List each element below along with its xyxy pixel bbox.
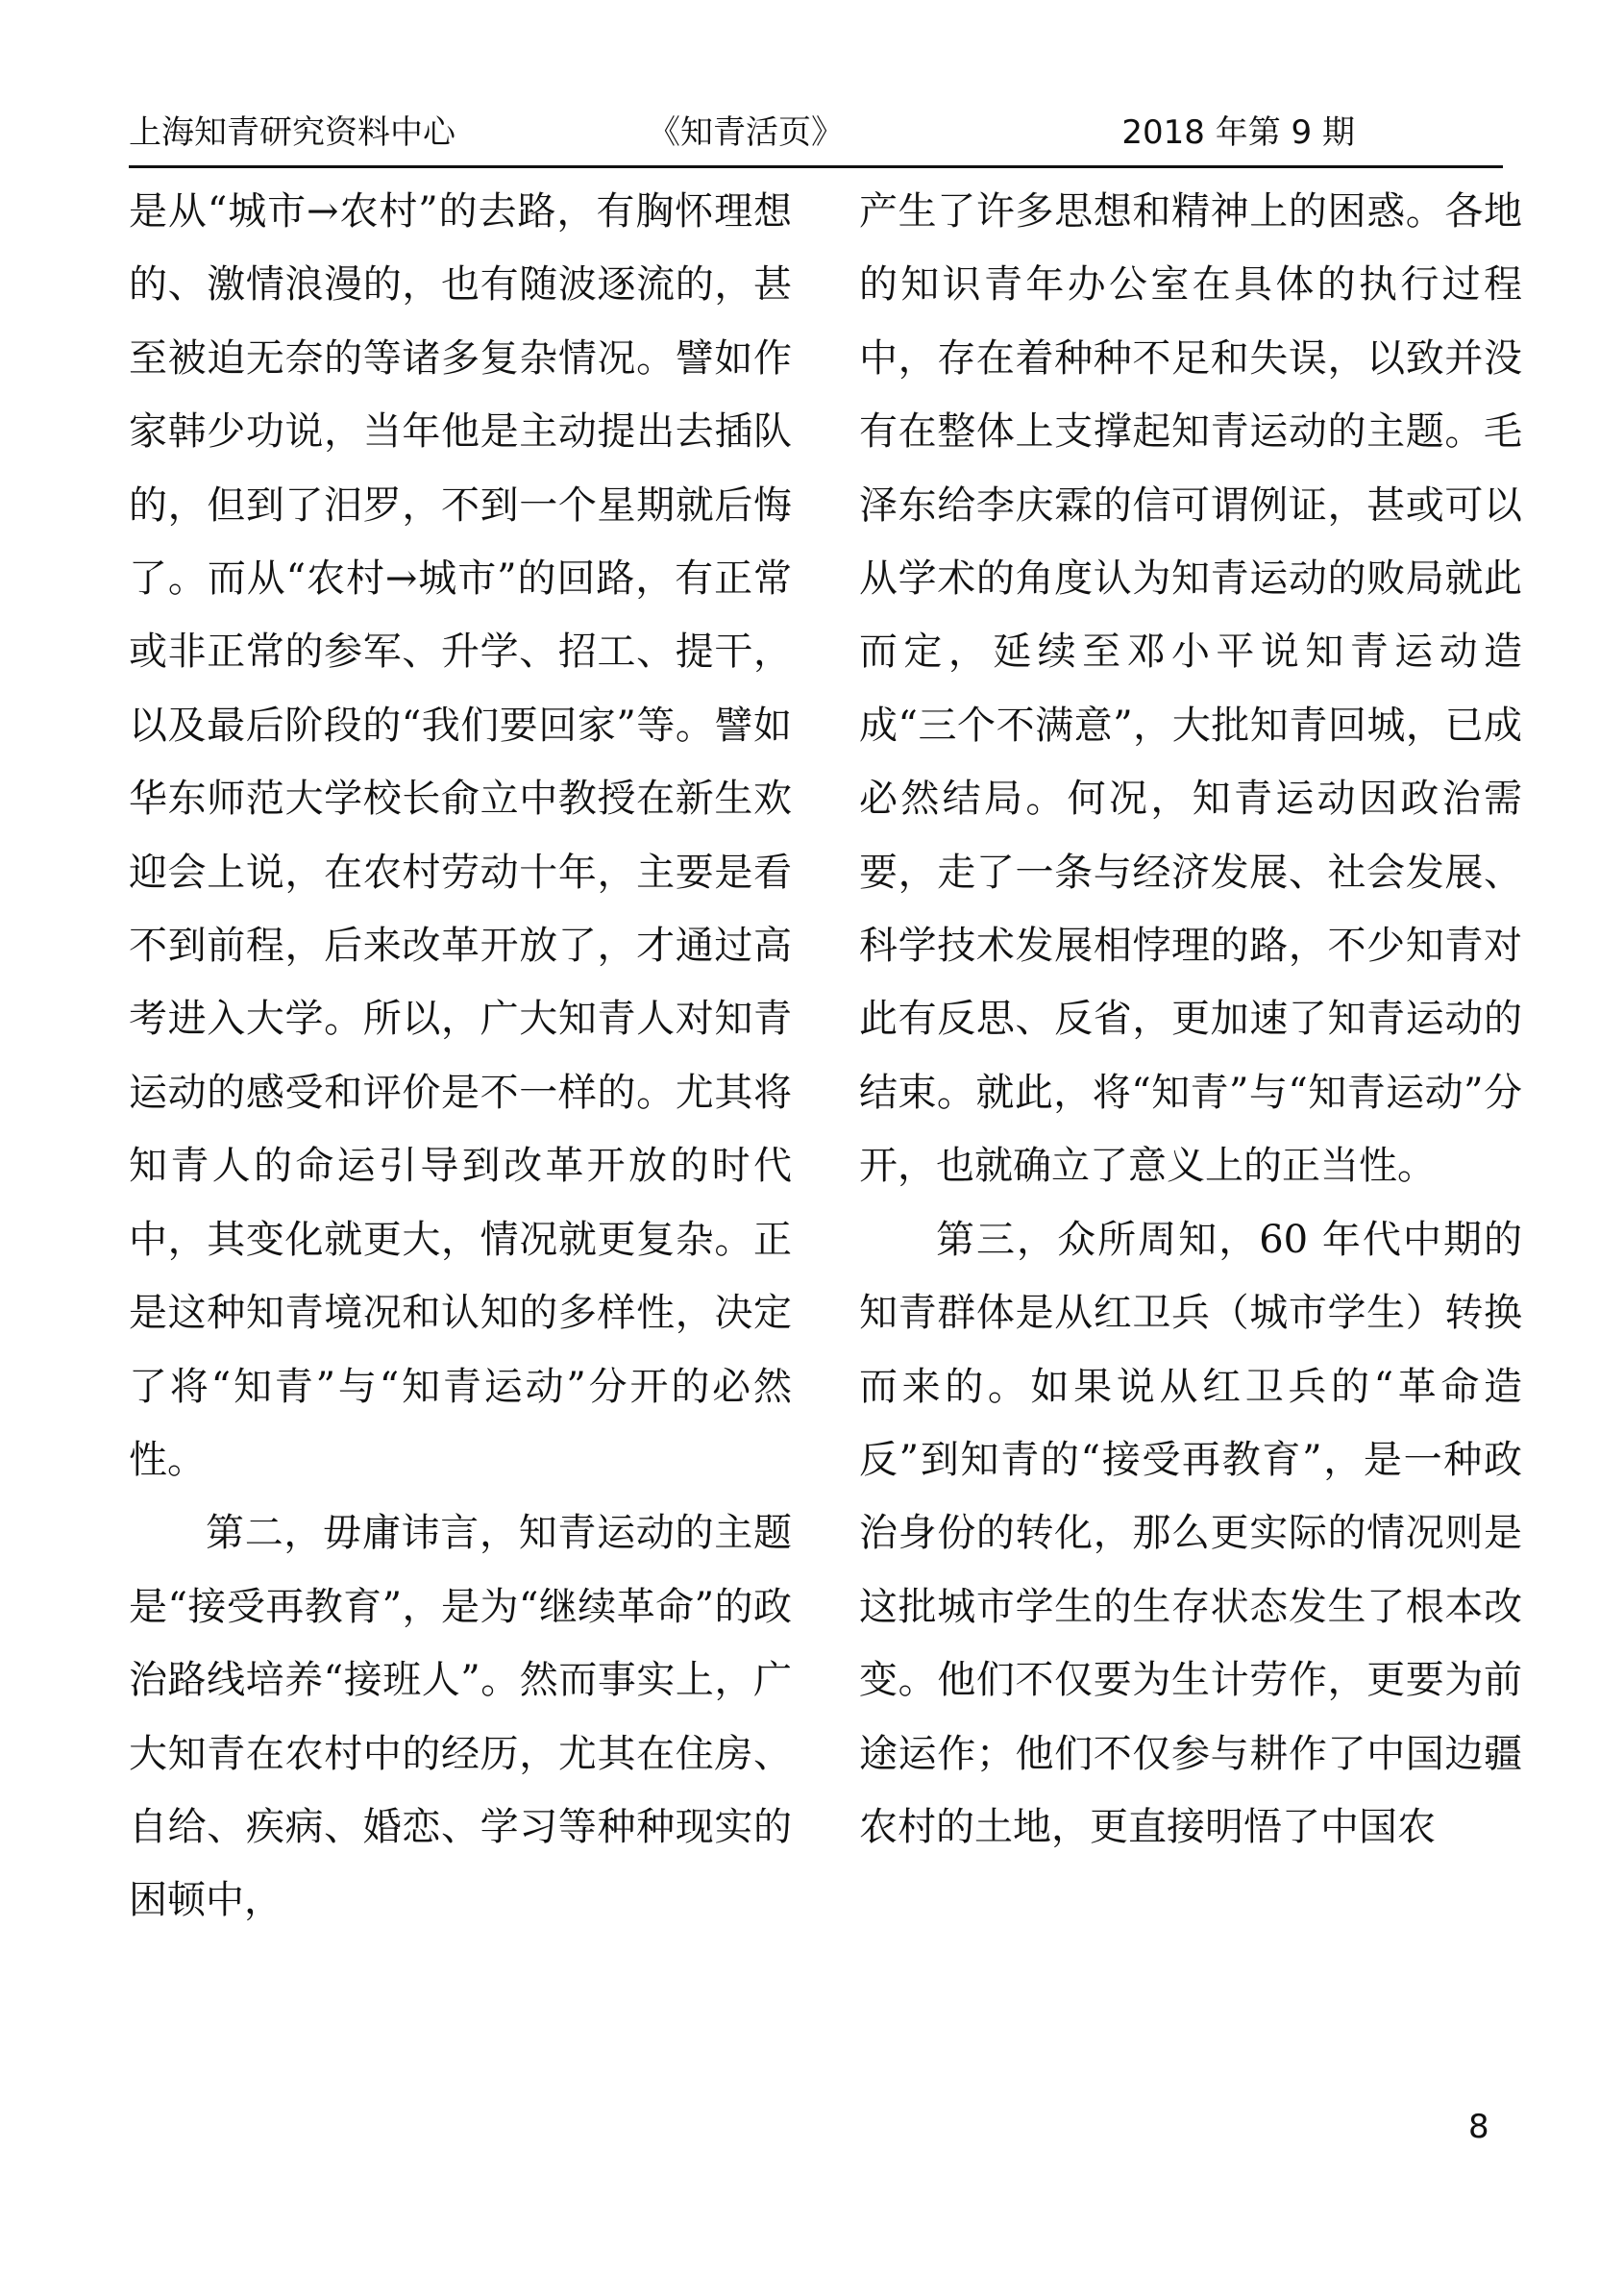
- header-journal-title: 《知青活页》: [648, 113, 844, 152]
- header-rule: [129, 165, 1503, 168]
- right-paragraph-2: 第三，众所周知，60 年代中期的知青群体是从红卫兵（城市学生）转换而来的。如果说从红卫兵的“革命造反”到知青的“接受再教育”，是一种政治身份的转化，那么更实际的情况则是这批城市学生的生存状态发生了根本改变。他们不仅要为生计劳作，更要为前途运作；他们不仅参与耕作了中国边疆农村的土地，更直接明悟了中国农: [859, 1217, 1522, 1849]
- page-number: 8: [1468, 2108, 1489, 2146]
- left-paragraph-2: 第二，毋庸讳言，知青运动的主题是“接受再教育”，是为“继续革命”的政治路线培养“接班人”。然而事实上，广大知青在农村中的经历，尤其在住房、自给、疾病、婚恋、学习等种种现实的困顿中，: [129, 1511, 792, 1923]
- header-issue: 2018 年第 9 期: [1121, 113, 1355, 152]
- left-column: [129, 175, 792, 1938]
- right-paragraph-1: 产生了许多思想和精神上的困惑。各地的知识青年办公室在具体的执行过程中，存在着种种不足和失误，以致并没有在整体上支撑起知青运动的主题。毛泽东给李庆霖的信可谓例证，甚或可以从学术的角度认为知青运动的败局就此而定，延续至邓小平说知青运动造成“三个不满意”，大批知青回城，已成必然结局。何况，知青运动因政治需要，走了一条与经济发展、社会发展、科学技术发展相悖理的路，不少知青对此有反思、反省，更加速了知青运动的结束。就此，将“知青”与“知青运动”分开，也就确立了意义上的正当性。: [859, 189, 1522, 1189]
- page-header: [129, 104, 1503, 161]
- header-publisher: 上海知青研究资料中心: [129, 113, 455, 152]
- left-paragraph-1: 是从“城市→农村”的去路，有胸怀理想的、激情浪漫的，也有随波逐流的，甚至被迫无奈的等诸多复杂情况。譬如作家韩少功说，当年他是主动提出去插队的，但到了汨罗，不到一个星期就后悔了。而从“农村→城市”的回路，有正常或非正常的参军、升学、招工、提干，以及最后阶段的“我们要回家”等。譬如华东师范大学校长俞立中教授在新生欢迎会上说，在农村劳动十年，主要是看不到前程，后来改革开放了，才通过高考进入大学。所以，广大知青人对知青运动的感受和评价是不一样的。尤其将知青人的命运引导到改革开放的时代中，其变化就更大，情况就更复杂。正是这种知青境况和认知的多样性，决定了将“知青”与“知青运动”分开的必然性。: [129, 189, 792, 1482]
- right-column: [859, 175, 1522, 1864]
